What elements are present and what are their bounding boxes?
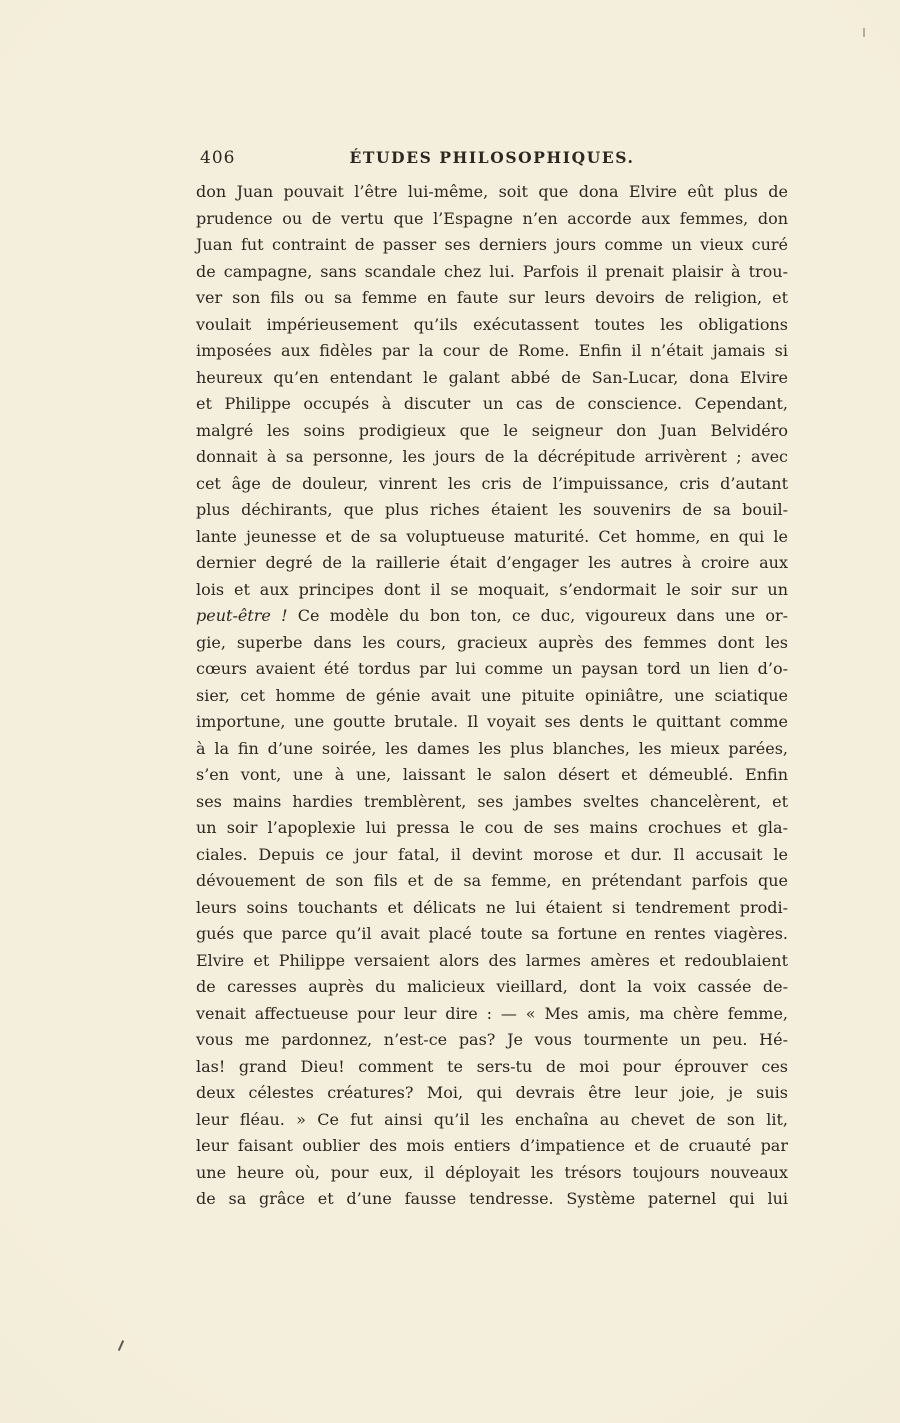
text-run: de sa grâce et d’une fausse tendresse. Système paternel qui lui (196, 1189, 788, 1208)
text-line (196, 868, 788, 895)
text-run: sier, cet homme de génie avait une pituite opiniâtre, une sciatique (196, 685, 788, 705)
text-run: à la fin d’une soirée, les dames les plus blanches, les mieux parées, (196, 738, 788, 758)
italic-text-run: peut-être ! (196, 606, 298, 625)
text-run: dernier degré de la raillerie était d’engager les autres à croire aux (196, 553, 788, 572)
text-line (196, 232, 788, 259)
text-run: un soir l’apoplexie lui pressa le cou de ses mains crochues et gla- (196, 818, 788, 837)
scan-mark (118, 1340, 124, 1351)
text-run: malgré les soins prodigieux que le seigneur don Juan Belvidéro (196, 420, 788, 440)
text-line (196, 206, 788, 233)
text-line (196, 1107, 788, 1134)
text-block (196, 179, 788, 1213)
text-run: leur fléau. » Ce fut ainsi qu’il les enchaîna au chevet de son lit, (196, 1109, 788, 1129)
text-run: gués que parce qu’il avait placé toute sa fortune en rentes viagères. (196, 924, 788, 943)
text-line (196, 550, 788, 577)
text-line (196, 1001, 788, 1028)
text-line (196, 974, 788, 1001)
text-line (196, 391, 788, 418)
text-run: venait affectueuse pour leur dire : — « Mes amis, ma chère femme, (196, 1003, 788, 1023)
text-run: de campagne, sans scandale chez lui. Parfois il prenait plaisir à trou- (196, 261, 788, 281)
page-number: 406 (200, 148, 236, 168)
text-line (196, 630, 788, 657)
text-run: heureux qu’en entendant le galant abbé de San-Lucar, dona Elvire (196, 367, 788, 387)
page-header (196, 146, 788, 170)
text-line (196, 736, 788, 763)
scan-mark (863, 28, 865, 37)
text-run: leurs soins touchants et délicats ne lui étaient si tendrement prodi- (196, 897, 788, 917)
text-line (196, 444, 788, 471)
text-run: ciales. Depuis ce jour fatal, il devint morose et dur. Il accusait le (196, 844, 788, 864)
text-run: voulait impérieusement qu’ils exécutassent toutes les obligations (196, 314, 788, 334)
text-run: de caresses auprès du malicieux vieillard, dont la voix cassée de- (196, 977, 788, 996)
text-line (196, 418, 788, 445)
text-line (196, 1186, 788, 1213)
text-line (196, 921, 788, 948)
text-line (196, 365, 788, 392)
text-run: dévouement de son fils et de sa femme, en prétendant parfois que (196, 871, 788, 890)
text-line (196, 497, 788, 524)
running-title: ÉTUDES PHILOSOPHIQUES. (349, 148, 635, 167)
text-line (196, 948, 788, 975)
text-line (196, 259, 788, 286)
text-run: Juan fut contraint de passer ses derniers jours comme un vieux curé (196, 235, 788, 254)
text-line (196, 1160, 788, 1187)
text-run: lante jeunesse et de sa voluptueuse maturité. Cet homme, en qui le (196, 526, 788, 546)
text-line (196, 179, 788, 206)
text-run: Ce modèle du bon ton, ce duc, vigoureux dans une or- (297, 606, 789, 625)
text-line (196, 789, 788, 816)
text-run: Elvire et Philippe versaient alors des larmes amères et redoublaient (196, 950, 788, 970)
text-run: cet âge de douleur, vinrent les cris de l’impuissance, cris d’autant (196, 473, 788, 493)
text-line (196, 524, 788, 551)
text-line (196, 577, 788, 604)
text-line (196, 1027, 788, 1054)
text-run: s’en vont, une à une, laissant le salon désert et démeublé. Enfin (196, 765, 788, 784)
text-line (196, 709, 788, 736)
text-line (196, 1080, 788, 1107)
text-run: ses mains hardies tremblèrent, ses jambes sveltes chancelèrent, et (196, 791, 788, 811)
text-line (196, 895, 788, 922)
text-line (196, 815, 788, 842)
text-run: don Juan pouvait l’être lui-même, soit que dona Elvire eût plus de (196, 182, 788, 201)
text-line (196, 603, 788, 630)
text-run: cœurs avaient été tordus par lui comme un paysan tord un lien d’o- (196, 659, 788, 678)
text-line (196, 1133, 788, 1160)
text-line (196, 338, 788, 365)
text-run: imposées aux fidèles par la cour de Rome. Enfin il n’était jamais si (196, 341, 788, 360)
text-run: donnait à sa personne, les jours de la décrépitude arrivèrent ; avec (196, 447, 788, 466)
text-line (196, 762, 788, 789)
text-line (196, 312, 788, 339)
text-line (196, 1054, 788, 1081)
text-run: plus déchirants, que plus riches étaient les souvenirs de sa bouil- (196, 500, 788, 519)
text-run: leur faisant oublier des mois entiers d’impatience et de cruauté par (196, 1136, 788, 1155)
text-run: deux célestes créatures? Moi, qui devrais être leur joie, je suis (196, 1083, 788, 1102)
text-run: gie, superbe dans les cours, gracieux auprès des femmes dont les (196, 632, 788, 652)
text-run: une heure où, pour eux, il déployait les trésors toujours nouveaux (196, 1162, 788, 1182)
text-run: las! grand Dieu! comment te sers-tu de moi pour éprouver ces (196, 1056, 788, 1076)
text-run: et Philippe occupés à discuter un cas de conscience. Cependant, (196, 394, 788, 413)
text-run: ver son fils ou sa femme en faute sur leurs devoirs de religion, et (196, 288, 788, 307)
text-run: lois et aux principes dont il se moquait, s’endormait le soir sur un (196, 579, 788, 599)
text-line (196, 656, 788, 683)
text-line (196, 285, 788, 312)
text-run: vous me pardonnez, n’est-ce pas? Je vous tourmente un peu. Hé- (196, 1030, 788, 1049)
text-run: importune, une goutte brutale. Il voyait ses dents le quittant comme (196, 712, 788, 731)
text-line (196, 471, 788, 498)
text-line (196, 683, 788, 710)
text-line (196, 842, 788, 869)
text-run: prudence ou de vertu que l’Espagne n’en accorde aux femmes, don (196, 208, 788, 228)
